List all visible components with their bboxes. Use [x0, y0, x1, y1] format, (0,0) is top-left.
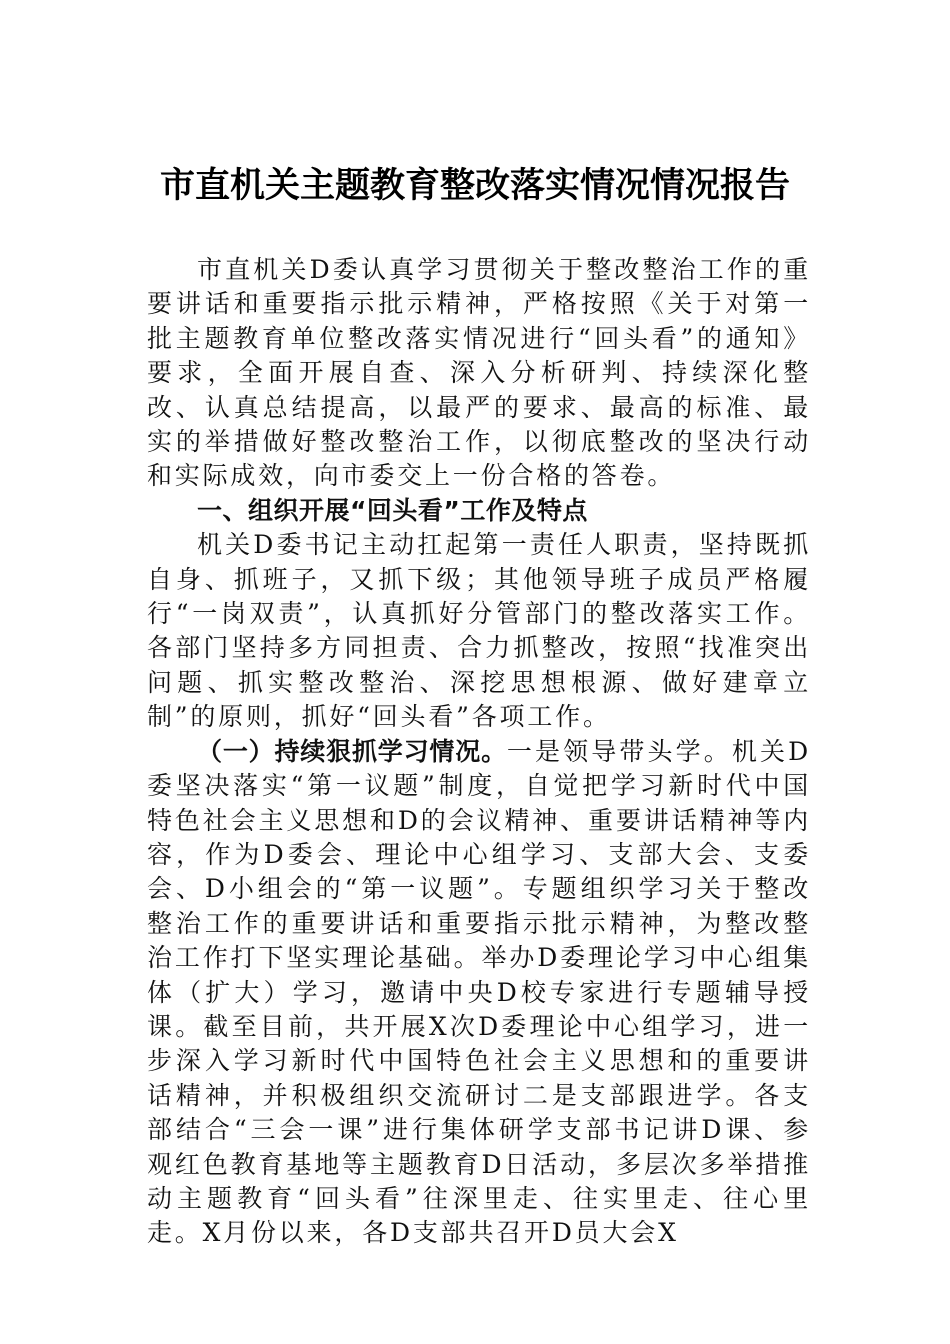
subsection-text: 一是领导带头学。机关D委坚决落实“第一议题”制度，自觉把学习新时代中国特色社会主义思想和D的会议精神、重要讲话精神等内容，作为D委会、理论中心组学习、支部大会、支委会、D小组会的“第一议题”。专题组织学习关于整改整治工作的重要讲话和重要指示批示精神，为整改整治工作打下坚实理论基础。举办D委理论学习中心组集体（扩大）学习，邀请中央D校专家进行专题辅导授课。截至目前，共开展X次D委理论中心组学习，进一步深入学习新时代中国特色社会主义思想和的重要讲话精神，并积极组织交流研讨二是支部跟进学。各支部结合“三会一课”进行集体研学支部书记讲D课、参观红色教育基地等主题教育D日活动，多层次多举措推动主题教育“回头看”往深里走、往实里走、往心里走。X月份以来，各D支部共召开D员大会X	[147, 736, 811, 1248]
section-paragraph: 机关D委书记主动扛起第一责任人职责，坚持既抓自身、抓班子，又抓下级；其他领导班子成员严格履行“一岗双责”，认真抓好分管部门的整改落实工作。各部门坚持多方同担责、合力抓整改，按照“找准突出问题、抓实整改整治、深挖思想根源、做好建章立制”的原则，抓好“回头看”各项工作。	[147, 530, 811, 732]
document-body	[147, 253, 811, 1251]
section-heading: 一、组织开展“回头看”工作及特点	[197, 495, 588, 525]
subsection-lead: （一）持续狠抓学习情况。	[197, 736, 507, 766]
document-title: 市直机关主题教育整改落实情况情况报告	[159, 165, 790, 206]
intro-paragraph: 市直机关D委认真学习贯彻关于整改整治工作的重要讲话和重要指示批示精神，严格按照《关于对第一批主题教育单位整改落实情况进行“回头看”的通知》要求，全面开展自查、深入分析研判、持续深化整改、认真总结提高，以最严的要求、最高的标准、最实的举措做好整改整治工作，以彻底整改的坚决行动和实际成效，向市委交上一份合格的答卷。	[147, 255, 811, 491]
subsection-paragraph	[147, 735, 811, 1251]
